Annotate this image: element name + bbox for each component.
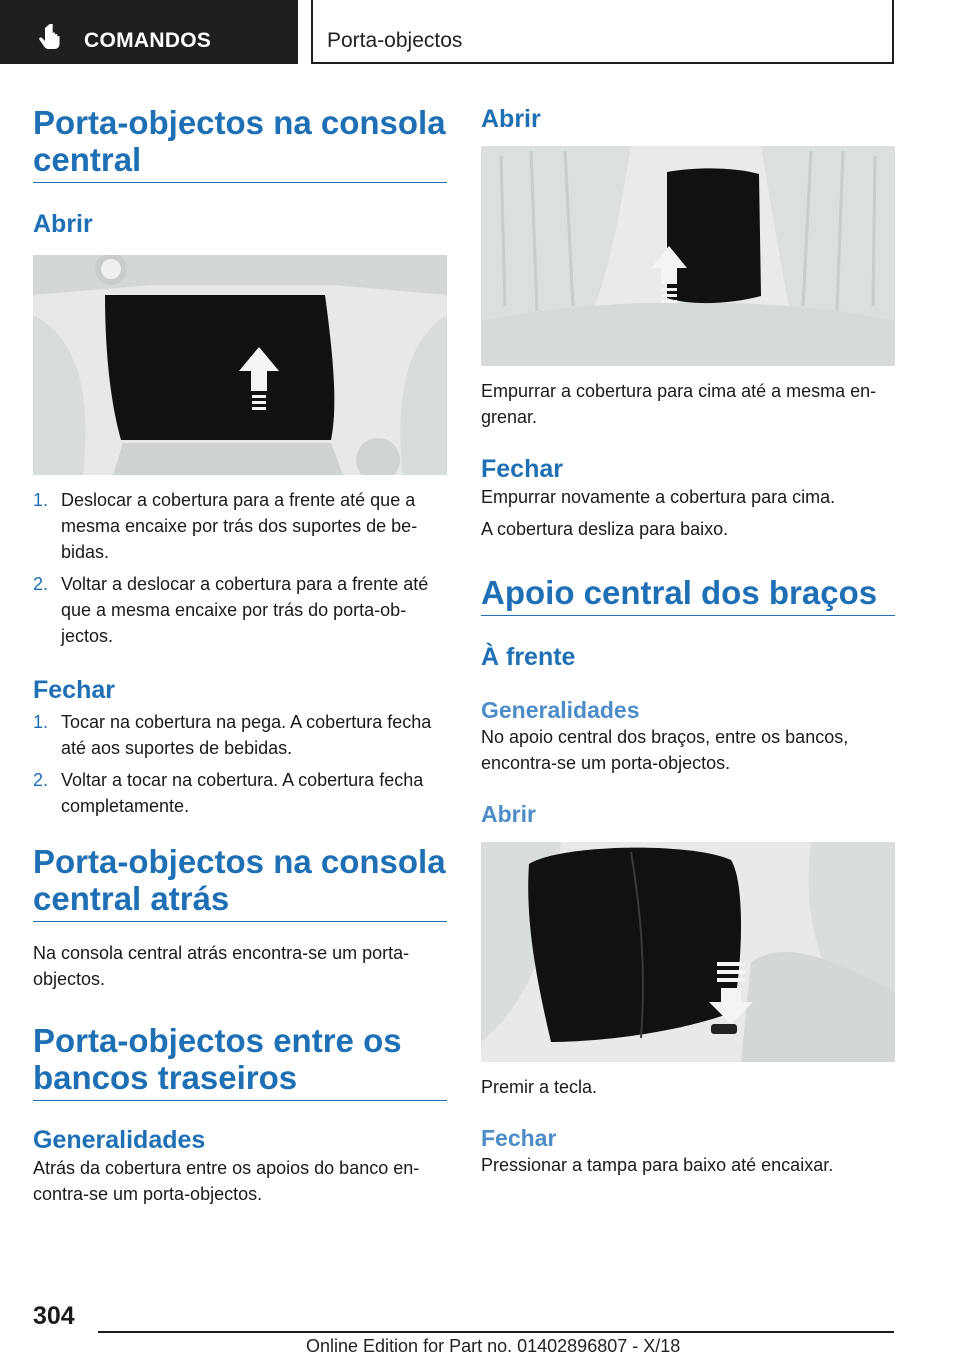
heading-rear-seats: Porta-objectos entre os bancos traseiros (33, 1022, 447, 1101)
heading-open-rear: Abrir (481, 105, 541, 133)
heading-open-front: Abrir (481, 801, 536, 827)
armrest-illustration (481, 842, 895, 1062)
right-column (481, 104, 895, 1178)
close-rear-text-2: A cobertura desliza para baixo. (481, 519, 729, 539)
close-front-text: Pressionar a tampa para baixo até encaixar. (481, 1155, 834, 1175)
heading-console-storage: Porta-objectos na consola central (33, 104, 447, 183)
heading-close: Fechar (33, 676, 115, 704)
page-title: Porta-objectos (327, 29, 463, 52)
footer-edition: Online Edition for Part no. 01402896807 - X/18 (306, 1336, 681, 1356)
section-tab (0, 0, 298, 64)
heading-close-rear: Fechar (481, 455, 563, 483)
armrest-general-text: No apoio central dos braços, entre os bancos, encontra-se um porta-objectos. (481, 727, 849, 773)
open-steps-list (33, 487, 447, 649)
press-text: Premir a tecla. (481, 1077, 598, 1097)
close-rear-text-1: Empurrar novamente a cobertura para cima. (481, 487, 836, 507)
heading-front: À frente (481, 643, 576, 671)
rear-console-text: Na consola central atrás encontra-se um porta-objectos. (33, 943, 410, 989)
page-number: 304 (33, 1302, 75, 1330)
heading-armrest: Apoio central dos braços (481, 574, 895, 616)
console-cover-illustration (33, 255, 447, 475)
section-label: COMANDOS (84, 29, 212, 52)
heading-rear-console: Porta-objectos na consola central atrás (33, 843, 447, 922)
page-header (311, 0, 894, 64)
hand-pointer-icon (34, 24, 64, 54)
list-item: 2. Voltar a deslocar a cobertura para a frente até que a mesma encaixe por trás do porta-objectos. (33, 574, 429, 646)
open-rear-text: Empurrar a cobertura para cima até a mesma engrenar. (481, 381, 877, 427)
heading-close-front: Fechar (481, 1125, 557, 1151)
footer-divider (98, 1331, 894, 1333)
list-item: 1. Tocar na cobertura na pega. A cobertura fecha até aos suportes de bebidas. (33, 712, 432, 758)
rear-seat-cover-illustration (481, 146, 895, 366)
general-text: Atrás da cobertura entre os apoios do banco encontra-se um porta-objectos. (33, 1158, 420, 1204)
list-item: 2. Voltar a tocar na cobertura. A cobertura fecha completamente. (33, 770, 424, 816)
heading-open: Abrir (33, 210, 93, 238)
heading-general: Generalidades (33, 1126, 206, 1154)
close-steps-list (33, 709, 447, 819)
left-column (33, 104, 447, 1207)
list-item: 1. Deslocar a cobertura para a frente até que a mesma encaixe por trás dos suportes de bebidas. (33, 490, 418, 562)
heading-general-front: Generalidades (481, 697, 640, 723)
